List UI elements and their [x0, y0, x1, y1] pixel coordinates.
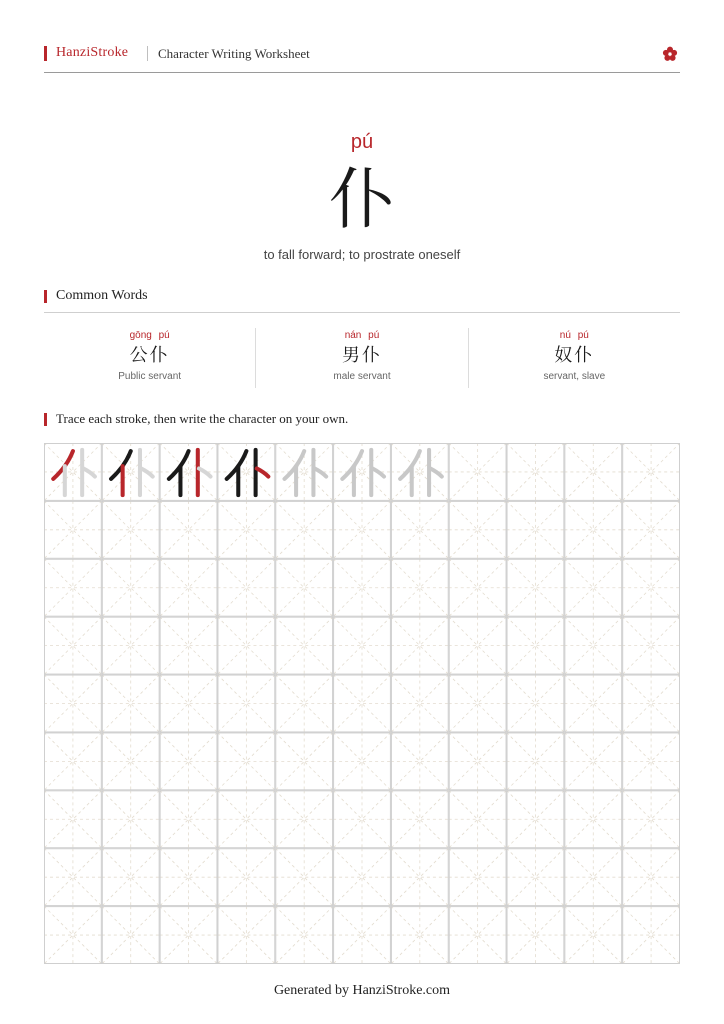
grid-cell[interactable]	[564, 848, 622, 906]
grid-cell[interactable]	[507, 732, 565, 790]
grid-cell[interactable]	[507, 906, 565, 964]
grid-cell[interactable]	[391, 732, 449, 790]
grid-cell[interactable]	[333, 617, 391, 675]
grid-cell[interactable]	[217, 501, 275, 559]
word-pinyin: nú pú	[559, 330, 589, 341]
grid-cell[interactable]	[564, 732, 622, 790]
grid-cell[interactable]	[622, 848, 680, 906]
grid-cell[interactable]	[449, 848, 507, 906]
grid-cell[interactable]	[622, 732, 680, 790]
word-hanzi: 公仆	[129, 345, 170, 366]
grid-cell[interactable]	[160, 906, 218, 964]
grid-cell[interactable]	[564, 443, 622, 501]
grid-cell[interactable]	[622, 790, 680, 848]
grid-cell[interactable]	[160, 848, 218, 906]
stroke-path	[83, 468, 95, 476]
grid-cell[interactable]	[449, 617, 507, 675]
grid-cell[interactable]	[275, 848, 333, 906]
grid-cell[interactable]	[391, 675, 449, 733]
footer-credit: Generated by HanziStroke.com	[273, 983, 451, 998]
grid-cell[interactable]	[160, 790, 218, 848]
section-accent-bar	[44, 413, 47, 426]
grid-cell[interactable]	[622, 906, 680, 964]
grid-cell[interactable]	[217, 790, 275, 848]
grid-cell[interactable]	[102, 790, 160, 848]
section-accent-bar	[44, 290, 47, 303]
word-meaning: servant, slave	[543, 371, 606, 382]
grid-cell[interactable]	[449, 559, 507, 617]
grid-cell[interactable]	[333, 848, 391, 906]
grid-cell[interactable]	[564, 906, 622, 964]
grid-cell[interactable]	[622, 501, 680, 559]
main-character: 仆	[329, 161, 395, 238]
brand-name[interactable]: HanziStroke	[56, 45, 129, 60]
grid-cell[interactable]	[564, 559, 622, 617]
grid-cell[interactable]	[217, 732, 275, 790]
word-item[interactable]	[468, 328, 680, 388]
grid-cell[interactable]	[507, 443, 565, 501]
word-hanzi: 男仆	[341, 345, 382, 366]
header-separator	[147, 46, 148, 61]
practice-instruction: Trace each stroke, then write the character on your own.	[56, 411, 349, 426]
stroke-path	[315, 468, 327, 476]
grid-cell[interactable]	[44, 732, 102, 790]
grid-cell[interactable]	[44, 790, 102, 848]
grid-cell[interactable]	[275, 675, 333, 733]
grid-cell[interactable]	[102, 501, 160, 559]
grid-cell[interactable]	[44, 906, 102, 964]
grid-cell[interactable]	[507, 675, 565, 733]
grid-cell[interactable]	[333, 501, 391, 559]
word-hanzi: 奴仆	[554, 345, 595, 366]
grid-cell[interactable]	[275, 732, 333, 790]
grid-cell[interactable]	[391, 559, 449, 617]
grid-cell[interactable]	[217, 617, 275, 675]
grid-cell[interactable]	[102, 906, 160, 964]
grid-cell[interactable]	[507, 790, 565, 848]
grid-cell[interactable]	[333, 675, 391, 733]
grid-cell[interactable]	[102, 732, 160, 790]
word-pinyin: gōng pú	[129, 330, 170, 341]
grid-cell[interactable]	[391, 848, 449, 906]
word-meaning: Public servant	[118, 371, 182, 382]
grid-cell[interactable]	[275, 906, 333, 964]
practice-grid-svg[interactable]	[44, 443, 680, 964]
grid-cell[interactable]	[102, 617, 160, 675]
grid-cell[interactable]	[102, 675, 160, 733]
grid-cell[interactable]	[449, 675, 507, 733]
common-words-title: Common Words	[56, 288, 148, 303]
grid-cell[interactable]	[449, 443, 507, 501]
grid-cell[interactable]	[160, 732, 218, 790]
grid-cell[interactable]	[333, 732, 391, 790]
grid-cell[interactable]	[160, 617, 218, 675]
worksheet-subtitle: Character Writing Worksheet	[158, 46, 310, 61]
grid-cell[interactable]	[507, 617, 565, 675]
common-words-heading	[44, 288, 680, 313]
stroke-path	[372, 468, 384, 476]
stroke-path	[430, 468, 442, 476]
grid-cell[interactable]	[564, 617, 622, 675]
common-words-list	[44, 328, 680, 388]
grid-cell[interactable]	[217, 559, 275, 617]
grid-cell[interactable]	[102, 559, 160, 617]
grid-cell[interactable]	[507, 501, 565, 559]
grid-cell[interactable]	[564, 501, 622, 559]
grid-cell[interactable]	[622, 617, 680, 675]
worksheet-header	[44, 42, 680, 73]
grid-cell[interactable]	[449, 501, 507, 559]
grid-cell[interactable]	[333, 790, 391, 848]
word-item[interactable]	[44, 328, 255, 388]
grid-cell[interactable]	[391, 906, 449, 964]
grid-cell[interactable]	[44, 848, 102, 906]
grid-cell[interactable]	[160, 501, 218, 559]
header-accent-bar	[44, 46, 47, 61]
grid-cell[interactable]	[622, 443, 680, 501]
grid-cell[interactable]	[507, 848, 565, 906]
grid-cell[interactable]	[449, 790, 507, 848]
grid-cell[interactable]	[275, 559, 333, 617]
grid-cell[interactable]	[564, 790, 622, 848]
stroke-path	[199, 468, 211, 476]
grid-cell[interactable]	[622, 675, 680, 733]
grid-cell[interactable]	[217, 906, 275, 964]
grid-cell[interactable]	[275, 501, 333, 559]
word-item[interactable]	[255, 328, 467, 388]
word-pinyin: nán pú	[344, 330, 380, 341]
character-pinyin: pú	[350, 131, 374, 153]
grid-cell[interactable]	[44, 617, 102, 675]
grid-cell[interactable]	[391, 790, 449, 848]
grid-cell[interactable]	[44, 675, 102, 733]
grid-cell[interactable]	[391, 617, 449, 675]
grid-cell[interactable]	[275, 617, 333, 675]
grid-cell[interactable]	[44, 559, 102, 617]
grid-cell[interactable]	[333, 559, 391, 617]
grid-cell[interactable]	[564, 675, 622, 733]
practice-grid[interactable]	[44, 443, 680, 964]
grid-cell[interactable]	[622, 559, 680, 617]
grid-cell[interactable]	[102, 848, 160, 906]
grid-cell[interactable]	[333, 906, 391, 964]
grid-cell[interactable]	[44, 501, 102, 559]
grid-cell[interactable]	[217, 848, 275, 906]
character-meaning: to fall forward; to prostrate oneself	[263, 247, 461, 262]
grid-cell[interactable]	[391, 501, 449, 559]
grid-cell[interactable]	[449, 732, 507, 790]
grid-cell[interactable]	[507, 559, 565, 617]
grid-cell[interactable]	[449, 906, 507, 964]
word-meaning: male servant	[333, 371, 391, 382]
stroke-path	[141, 468, 153, 476]
grid-cell[interactable]	[160, 559, 218, 617]
stroke-path	[257, 468, 269, 476]
grid-cell[interactable]	[160, 675, 218, 733]
grid-cell[interactable]	[275, 790, 333, 848]
grid-cell[interactable]	[217, 675, 275, 733]
practice-heading	[44, 411, 680, 429]
plum-blossom-icon	[662, 46, 678, 62]
